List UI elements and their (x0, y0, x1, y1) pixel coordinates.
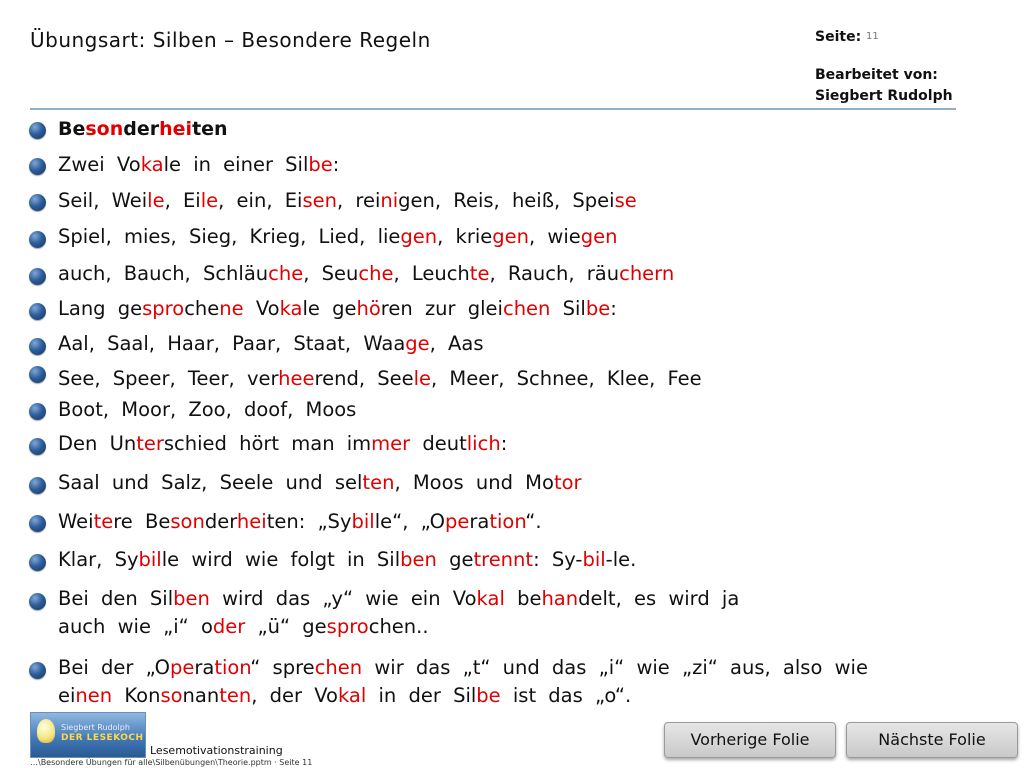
highlighted-syllable: ka (140, 153, 164, 176)
highlighted-syllable: bil (138, 548, 162, 571)
text-segment: , Leuch (393, 262, 470, 285)
highlighted-syllable: ten (362, 471, 395, 494)
text-segment: ten (192, 118, 228, 140)
text-segment: , Ei (164, 189, 201, 212)
highlighted-syllable: ge (405, 332, 430, 355)
text-segment: Be (58, 118, 86, 140)
text-segment: Boot, Moor, Zoo, doof, Moos (58, 398, 357, 421)
highlighted-syllable: hei (159, 118, 193, 140)
text-line (58, 615, 429, 638)
text-segment: le wird wie folgt in Sil (161, 548, 401, 571)
highlighted-syllable: spro (326, 615, 369, 638)
text-line (58, 587, 739, 610)
header-divider (30, 108, 956, 110)
text-segment: „ü“ ge (245, 615, 327, 638)
text-segment: Aal, Saal, Haar, Paar, Staat, Waa (58, 332, 406, 355)
bullet-icon (29, 593, 46, 610)
text-segment: wird das „y“ wie ein Vo (209, 587, 477, 610)
highlighted-syllable: ten (219, 684, 252, 707)
editor-name: Siegbert Rudolph (815, 88, 953, 104)
highlighted-syllable: be (585, 297, 611, 320)
bullet-icon (29, 477, 46, 494)
text-segment: , krie (437, 225, 493, 248)
text-segment: schied hört man im (163, 432, 372, 455)
text-line (58, 548, 636, 571)
text-segment: rend, See (314, 367, 414, 390)
highlighted-syllable: tion (489, 510, 526, 533)
highlighted-syllable: bil (582, 548, 606, 571)
highlighted-syllable: se (614, 189, 637, 212)
text-line (58, 189, 637, 212)
text-segment: gen, Reis, heiß, Spei (398, 189, 615, 212)
text-segment: ei (58, 684, 76, 707)
text-segment: “. (525, 510, 542, 533)
text-segment: ra (469, 510, 490, 533)
page-number: 11 (866, 31, 879, 42)
text-segment: ten: „Sy (266, 510, 352, 533)
bullet-icon (29, 366, 46, 383)
highlighted-syllable: chen (314, 656, 363, 679)
text-segment: wir das „t“ und das „i“ wie „zi“ aus, also wie (362, 656, 868, 679)
text-line (58, 367, 702, 390)
highlighted-syllable: hee (278, 367, 315, 390)
highlighted-syllable: trennt (473, 548, 534, 571)
highlighted-syllable: spro (142, 297, 185, 320)
highlighted-syllable: che (358, 262, 394, 285)
text-segment: Kon (112, 684, 161, 707)
highlighted-syllable: te (93, 510, 114, 533)
highlighted-syllable: ben (400, 548, 437, 571)
highlighted-syllable: ben (173, 587, 210, 610)
text-segment: , Moos und Mo (394, 471, 554, 494)
highlighted-syllable: ni (380, 189, 399, 212)
edited-by-label: Bearbeitet von: (815, 67, 938, 83)
text-segment: Zwei Vo (58, 153, 141, 176)
text-segment: , Meer, Schnee, Klee, Fee (431, 367, 702, 390)
highlighted-syllable: tion (214, 656, 251, 679)
highlighted-syllable: le (200, 189, 219, 212)
text-segment: le in einer Sil (163, 153, 309, 176)
text-segment: Klar, Sy (58, 548, 139, 571)
text-line (58, 153, 339, 176)
text-segment: Sil (550, 297, 586, 320)
bullet-icon (29, 515, 46, 532)
text-segment: delt, es wird ja (578, 587, 740, 610)
text-line (58, 510, 542, 533)
bullet-icon (29, 438, 46, 455)
text-line (58, 684, 631, 707)
highlighted-syllable: sen (302, 189, 337, 212)
text-segment: der (204, 510, 237, 533)
text-segment: ren zur glei (380, 297, 503, 320)
highlighted-syllable: che (268, 262, 304, 285)
leseкoch-logo (30, 712, 146, 758)
text-segment: , wie (529, 225, 581, 248)
text-line (58, 225, 618, 248)
text-segment: , Seu (303, 262, 359, 285)
highlighted-syllable: bil (351, 510, 375, 533)
highlighted-syllable: pe (169, 656, 195, 679)
text-segment: -le. (605, 548, 637, 571)
text-segment: Spiel, mies, Sieg, Krieg, Lied, lie (58, 225, 401, 248)
highlighted-syllable: tor (553, 471, 582, 494)
highlighted-syllable: pe (445, 510, 470, 533)
text-segment: : (500, 432, 508, 455)
highlighted-syllable: chen (502, 297, 551, 320)
highlighted-syllable: le (413, 367, 432, 390)
text-segment: ra (194, 656, 215, 679)
text-line (58, 332, 484, 355)
bullet-icon (29, 158, 46, 175)
bullet-icon (29, 268, 46, 285)
highlighted-syllable: lich (466, 432, 501, 455)
bullet-icon (29, 194, 46, 211)
highlighted-syllable: ter (136, 432, 164, 455)
text-segment: le ge (302, 297, 357, 320)
text-segment: , Aas (429, 332, 484, 355)
highlighted-syllable: kal (337, 684, 367, 707)
highlighted-syllable: ne (219, 297, 244, 320)
highlighted-syllable: gen (400, 225, 438, 248)
text-segment: che (184, 297, 220, 320)
text-segment: Bei der „O (58, 656, 170, 679)
text-line (58, 432, 507, 455)
bullet-icon (29, 231, 46, 248)
highlighted-syllable: nen (75, 684, 113, 707)
text-segment: See, Speer, Teer, ver (58, 367, 279, 390)
page-title: Übungsart: Silben – Besondere Regeln (30, 28, 431, 52)
text-segment: : Sy- (533, 548, 583, 571)
text-segment: : (610, 297, 617, 320)
text-segment: Seil, Wei (58, 189, 148, 212)
text-segment: ge (436, 548, 474, 571)
text-segment: in der Sil (366, 684, 477, 707)
file-path: …\Besondere Übungen für alle\Silbenübungen\Theorie.pptm · Seite 11 (30, 758, 313, 767)
text-line (58, 471, 582, 494)
highlighted-syllable: son (170, 510, 205, 533)
bullet-icon (29, 662, 46, 679)
text-segment: chen.. (368, 615, 429, 638)
text-segment: ist das „o“. (500, 684, 632, 707)
highlighted-syllable: kal (476, 587, 505, 610)
highlighted-syllable: gen (580, 225, 618, 248)
highlighted-syllable: ka (279, 297, 303, 320)
text-segment: Bei den Sil (58, 587, 174, 610)
page-label: Seite: (815, 29, 862, 45)
text-line (58, 398, 356, 421)
logo-author: Siegbert Rudolph (61, 723, 130, 732)
text-line (58, 118, 228, 140)
text-segment: re Be (113, 510, 171, 533)
text-segment: Saal und Salz, Seele und sel (58, 471, 363, 494)
text-line (58, 262, 674, 285)
bullet-icon (29, 554, 46, 571)
text-segment: , Rauch, räu (489, 262, 620, 285)
training-label: Lesemotivationstraining (150, 744, 283, 757)
highlighted-syllable: son (85, 118, 124, 140)
highlighted-syllable: te (469, 262, 490, 285)
bullet-icon (29, 303, 46, 320)
text-segment: Den Un (58, 432, 137, 455)
bullet-icon (29, 338, 46, 355)
text-segment: Lang ge (58, 297, 143, 320)
text-line (58, 297, 617, 320)
text-segment: , der Vo (251, 684, 338, 707)
highlighted-syllable: hei (236, 510, 267, 533)
highlighted-syllable: so (160, 684, 183, 707)
text-segment: auch wie „i“ o (58, 615, 213, 638)
highlighted-syllable: le (147, 189, 165, 212)
highlighted-syllable: be (308, 153, 333, 176)
text-segment: nan (182, 684, 220, 707)
text-segment: deut (410, 432, 467, 455)
previous-slide-button[interactable]: Vorherige Folie (664, 722, 836, 758)
highlighted-syllable: be (476, 684, 501, 707)
bullet-icon (29, 122, 46, 139)
highlighted-syllable: hö (356, 297, 381, 320)
highlighted-syllable: han (541, 587, 579, 610)
text-segment: Vo (243, 297, 280, 320)
text-segment: be (504, 587, 542, 610)
lightbulb-icon (37, 719, 55, 743)
text-line (58, 656, 868, 679)
highlighted-syllable: gen (492, 225, 529, 248)
logo-brand: DER LESEKOCH (61, 733, 144, 743)
text-segment: auch, Bauch, Schläu (58, 262, 269, 285)
highlighted-syllable: chern (619, 262, 675, 285)
text-segment: le“, „O (374, 510, 446, 533)
highlighted-syllable: der (212, 615, 246, 638)
text-segment: , ein, Ei (218, 189, 303, 212)
text-segment: , rei (336, 189, 381, 212)
highlighted-syllable: mer (371, 432, 411, 455)
text-segment: : (332, 153, 340, 176)
text-segment: “ spre (250, 656, 315, 679)
text-segment: der (123, 118, 160, 140)
next-slide-button[interactable]: Nächste Folie (846, 722, 1018, 758)
bullet-icon (29, 403, 46, 420)
text-segment: Wei (58, 510, 94, 533)
